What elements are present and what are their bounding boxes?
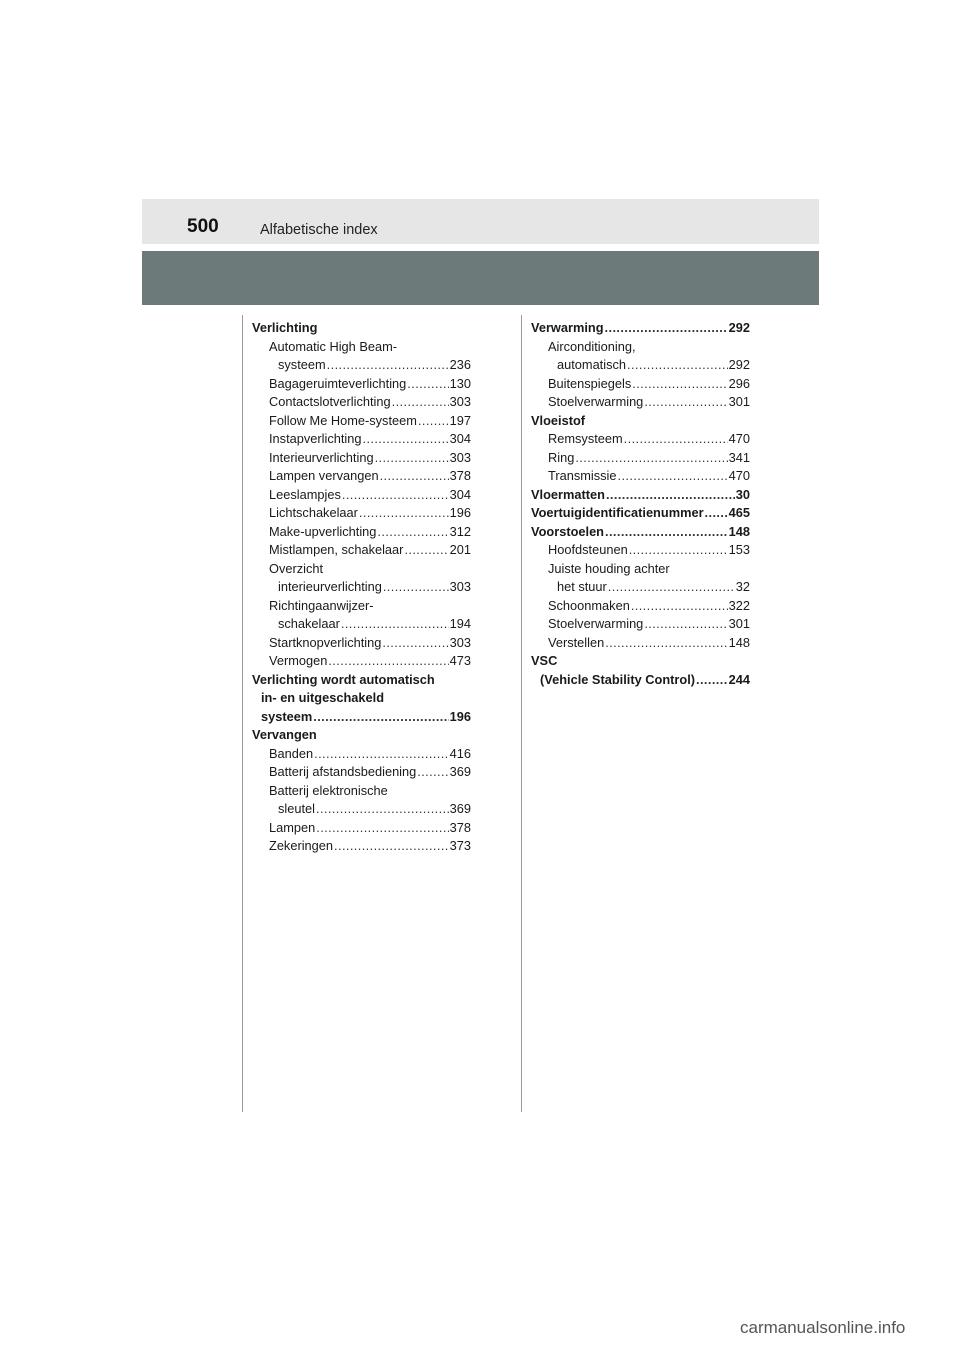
- dot-leader: [629, 541, 728, 560]
- index-entry: [252, 412, 471, 431]
- entry-page-number: 322: [728, 597, 750, 613]
- entry-page-number: 304: [449, 431, 471, 446]
- index-entry: [252, 319, 471, 338]
- entry-term: Voertuigidentificatienummer: [531, 505, 704, 520]
- entry-term: Verlichting wordt automatisch: [252, 671, 435, 687]
- index-entry: [252, 763, 471, 782]
- entry-term: Schoonmaken: [548, 597, 630, 613]
- dot-leader: [605, 523, 728, 542]
- index-entry: [252, 745, 471, 764]
- index-column-left: [252, 319, 471, 856]
- index-entry: [252, 393, 471, 412]
- dot-leader: [334, 837, 449, 856]
- entry-term: Richtingaanwijzer-: [269, 597, 374, 613]
- entry-term: Vloeistof: [531, 412, 586, 428]
- entry-term: Overzicht: [269, 560, 324, 576]
- entry-term: Make-upverlichting: [269, 523, 377, 539]
- dot-leader: [627, 356, 728, 375]
- entry-term: Buitenspiegels: [548, 375, 632, 391]
- index-entry: [252, 708, 471, 727]
- index-entry: [252, 671, 471, 690]
- dot-leader: [328, 652, 448, 671]
- entry-page-number: 312: [449, 523, 471, 539]
- entry-page-number: 196: [449, 708, 471, 724]
- entry-page-number: 303: [449, 579, 471, 594]
- dot-leader: [341, 615, 449, 634]
- dot-leader: [316, 800, 449, 819]
- left-column-rule: [242, 315, 243, 1112]
- dot-leader: [382, 634, 448, 653]
- page-number: 500: [187, 216, 219, 237]
- dot-leader: [606, 486, 735, 505]
- dot-leader: [624, 430, 728, 449]
- entry-term: Remsysteem: [548, 431, 623, 446]
- entry-page-number: 30: [735, 486, 750, 502]
- entry-term: Lampen vervangen: [269, 468, 379, 483]
- entry-term: automatisch: [557, 357, 626, 372]
- index-entry: [252, 430, 471, 449]
- dot-leader: [644, 393, 727, 412]
- section-title: Alfabetische index: [260, 222, 378, 238]
- dot-leader: [575, 449, 727, 468]
- entry-page-number: 197: [449, 412, 471, 428]
- entry-page-number: 292: [728, 320, 750, 335]
- entry-term: Mistlampen, schakelaar: [269, 542, 404, 557]
- dot-leader: [418, 412, 449, 431]
- entry-page-number: 148: [728, 634, 750, 650]
- dot-leader: [605, 634, 727, 653]
- index-entry: [531, 338, 750, 357]
- index-entry: [252, 523, 471, 542]
- entry-term: Voorstoelen: [531, 523, 605, 539]
- index-entry: [531, 375, 750, 394]
- entry-term: Zekeringen: [269, 838, 334, 853]
- watermark: carmanualsonline.info: [740, 1318, 906, 1337]
- entry-term: in- en uitgeschakeld: [261, 690, 385, 705]
- entry-page-number: 301: [728, 394, 750, 409]
- index-entry: [252, 597, 471, 616]
- dot-leader: [618, 467, 728, 486]
- entry-term: Verlichting: [252, 320, 318, 335]
- entry-page-number: 378: [449, 468, 471, 483]
- index-entry: [531, 412, 750, 431]
- dot-leader: [314, 745, 449, 764]
- entry-term: Verstellen: [548, 634, 605, 650]
- dot-leader: [632, 375, 727, 394]
- entry-page-number: 465: [728, 505, 750, 520]
- entry-page-number: 369: [449, 801, 471, 816]
- dot-leader: [631, 597, 728, 616]
- index-entry: [252, 449, 471, 468]
- entry-page-number: 304: [449, 486, 471, 502]
- index-entry: [252, 486, 471, 505]
- dot-leader: [407, 375, 448, 394]
- index-entry: [531, 523, 750, 542]
- entry-page-number: 378: [449, 819, 471, 835]
- entry-page-number: 303: [449, 634, 471, 650]
- dot-leader: [392, 393, 449, 412]
- dot-leader: [705, 504, 728, 523]
- index-entry: [531, 671, 750, 690]
- index-entry: [531, 560, 750, 579]
- entry-term: Lampen: [269, 819, 316, 835]
- index-entry: [252, 782, 471, 801]
- entry-page-number: 292: [728, 357, 750, 372]
- index-entry: [531, 319, 750, 338]
- entry-page-number: 473: [449, 653, 471, 668]
- entry-page-number: 301: [728, 616, 750, 631]
- index-entry: [252, 819, 471, 838]
- index-entry: [252, 504, 471, 523]
- entry-term: Batterij elektronische: [269, 782, 388, 798]
- entry-page-number: 32: [735, 579, 750, 594]
- index-entry: [252, 615, 471, 634]
- entry-term: sleutel: [278, 801, 315, 816]
- entry-page-number: 470: [728, 468, 750, 483]
- entry-term: Leeslampjes: [269, 486, 341, 502]
- entry-term: Banden: [269, 745, 314, 761]
- index-entry: [252, 837, 471, 856]
- index-entry: [531, 504, 750, 523]
- index-entry: [531, 597, 750, 616]
- index-entry: [531, 541, 750, 560]
- index-entry: [531, 430, 750, 449]
- entry-term: Startknopverlichting: [269, 634, 382, 650]
- entry-term: Stoelverwarming: [548, 394, 644, 409]
- index-entry: [531, 486, 750, 505]
- dot-leader: [327, 356, 449, 375]
- entry-page-number: 341: [728, 449, 750, 465]
- entry-term: schakelaar: [278, 616, 340, 631]
- chapter-band: [142, 251, 819, 305]
- entry-page-number: 201: [449, 542, 471, 557]
- index-entry: [252, 726, 471, 745]
- entry-term: het stuur: [557, 579, 607, 594]
- dot-leader: [644, 615, 727, 634]
- entry-term: systeem: [278, 357, 326, 372]
- entry-term: systeem: [261, 708, 313, 724]
- entry-term: Batterij afstandsbediening: [269, 764, 417, 779]
- index-entry: [531, 449, 750, 468]
- entry-page-number: 148: [728, 523, 750, 539]
- dot-leader: [362, 430, 448, 449]
- entry-term: Juiste houding achter: [548, 560, 670, 576]
- index-entry: [252, 541, 471, 560]
- entry-term: Vervangen: [252, 727, 317, 742]
- dot-leader: [313, 708, 448, 727]
- entry-term: Vloermatten: [531, 486, 605, 502]
- index-entry: [252, 467, 471, 486]
- index-entry: [531, 634, 750, 653]
- entry-page-number: 303: [449, 394, 471, 409]
- entry-page-number: 416: [449, 745, 471, 761]
- dot-leader: [404, 541, 448, 560]
- entry-term: Hoofdsteunen: [548, 542, 628, 557]
- entry-term: VSC: [531, 653, 558, 668]
- dot-leader: [696, 671, 728, 690]
- entry-term: Automatic High Beam-: [269, 338, 398, 354]
- entry-page-number: 196: [449, 505, 471, 520]
- index-entry: [252, 578, 471, 597]
- index-column-right: [531, 319, 750, 689]
- header-band: [142, 199, 819, 244]
- entry-term: Transmissie: [548, 468, 617, 483]
- entry-term: Follow Me Home-systeem: [269, 412, 417, 428]
- index-entry: [531, 393, 750, 412]
- dot-leader: [377, 523, 448, 542]
- entry-term: (Vehicle Stability Control): [540, 671, 696, 687]
- entry-term: Airconditioning,: [548, 338, 636, 354]
- index-entry: [531, 356, 750, 375]
- entry-term: Vermogen: [269, 653, 328, 668]
- dot-leader: [417, 763, 448, 782]
- entry-term: Interieurverlichting: [269, 449, 374, 465]
- index-entry: [531, 467, 750, 486]
- entry-page-number: 373: [449, 838, 471, 853]
- entry-page-number: 236: [449, 357, 471, 372]
- index-entry: [252, 689, 471, 708]
- entry-term: Stoelverwarming: [548, 616, 644, 631]
- index-entry: [252, 800, 471, 819]
- entry-term: Verwarming: [531, 320, 604, 335]
- dot-leader: [380, 467, 449, 486]
- entry-page-number: 244: [728, 671, 750, 687]
- entry-page-number: 153: [728, 542, 750, 557]
- entry-term: Lichtschakelaar: [269, 505, 358, 520]
- dot-leader: [608, 578, 735, 597]
- entry-term: Bagageruimteverlichting: [269, 375, 407, 391]
- index-entry: [252, 375, 471, 394]
- index-entry: [252, 356, 471, 375]
- entry-term: Instapverlichting: [269, 431, 362, 446]
- entry-page-number: 303: [449, 449, 471, 465]
- entry-page-number: 194: [449, 616, 471, 631]
- dot-leader: [359, 504, 449, 523]
- index-entry: [531, 578, 750, 597]
- index-entry: [252, 560, 471, 579]
- dot-leader: [375, 449, 449, 468]
- index-entry: [531, 652, 750, 671]
- entry-page-number: 130: [449, 375, 471, 391]
- dot-leader: [383, 578, 449, 597]
- dot-leader: [605, 319, 728, 338]
- entry-term: interieurverlichting: [278, 579, 382, 594]
- entry-page-number: 369: [449, 764, 471, 779]
- index-entry: [252, 634, 471, 653]
- dot-leader: [316, 819, 448, 838]
- entry-term: Contactslotverlichting: [269, 394, 391, 409]
- index-entry: [252, 338, 471, 357]
- entry-page-number: 296: [728, 375, 750, 391]
- entry-term: Ring: [548, 449, 575, 465]
- dot-leader: [342, 486, 449, 505]
- right-column-rule: [521, 315, 522, 1112]
- entry-page-number: 470: [728, 431, 750, 446]
- index-entry: [252, 652, 471, 671]
- index-entry: [531, 615, 750, 634]
